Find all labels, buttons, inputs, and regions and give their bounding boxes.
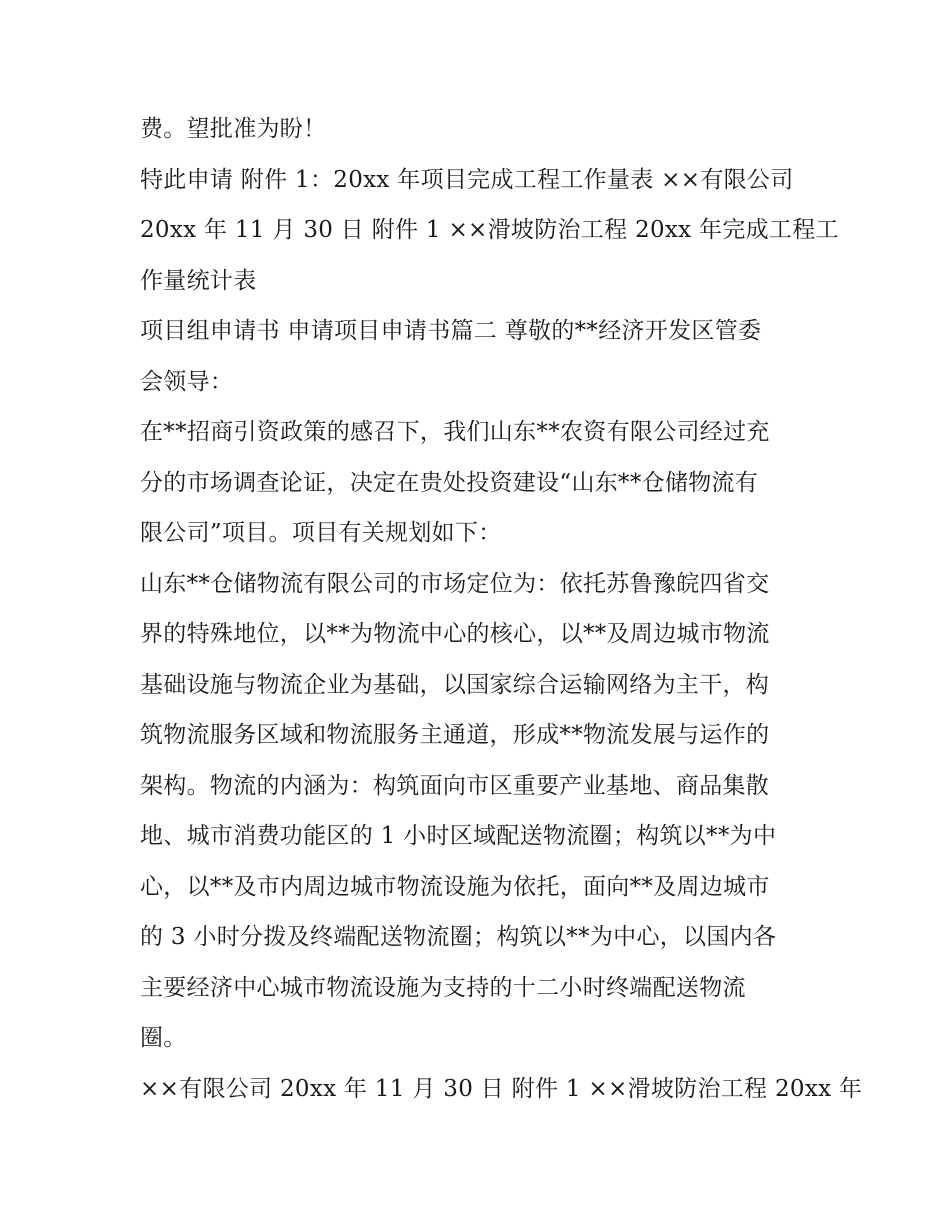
text-line: 主要经济中心城市物流设施为支持的十二小时终端配送物流 [140, 974, 746, 1001]
text-line: ××有限公司 20xx 年 11 月 30 日 附件 1 ××滑坡防治工程 20xx 年 [140, 1075, 863, 1102]
text-line: 地、城市消费功能区的 1 小时区域配送物流圈；构筑以**为中 [140, 823, 777, 849]
text-line: 分的市场调查论证，决定在贵处投资建设“山东**仓储物流有 [140, 469, 759, 496]
text-line: 架构。物流的内涵为：构筑面向市区重要产业基地、商品集散 [140, 772, 770, 799]
text-line: 特此申请 附件 1：20xx 年项目完成工程工作量表 ××有限公司 [140, 166, 794, 193]
text-line: 20xx 年 11 月 30 日 附件 1 ××滑坡防治工程 20xx 年完成工程工 [140, 217, 839, 243]
text-line: 界的特殊地位，以**为物流中心的核心，以**及周边城市物流 [140, 621, 770, 647]
text-line: 基础设施与物流企业为基础，以国家综合运输网络为主干，构 [140, 671, 770, 698]
document-body [140, 110, 863, 1120]
text-line: 项目组申请书 申请项目申请书篇二 尊敬的**经济开发区管委 [140, 318, 762, 344]
text-line: 会领导： [140, 368, 234, 395]
text-line: 山东**仓储物流有限公司的市场定位为：依托苏鲁豫皖四省交 [140, 570, 770, 597]
text-line: 筑物流服务区域和物流服务主通道，形成**物流发展与运作的 [140, 722, 770, 748]
text-line: 的 3 小时分拨及终端配送物流圈；构筑以**为中心，以国内各 [140, 924, 777, 950]
text-line: 费。望批准为盼！ [140, 116, 327, 142]
text-line: 限公司”项目。项目有关规划如下： [140, 520, 502, 546]
text-line: 圈。 [140, 1025, 187, 1051]
text-line: 在**招商引资政策的感召下，我们山东**农资有限公司经过充 [140, 419, 770, 445]
text-line: 心，以**及市内周边城市物流设施为依托，面向**及周边城市 [140, 873, 770, 900]
text-line: 作量统计表 [140, 267, 257, 294]
